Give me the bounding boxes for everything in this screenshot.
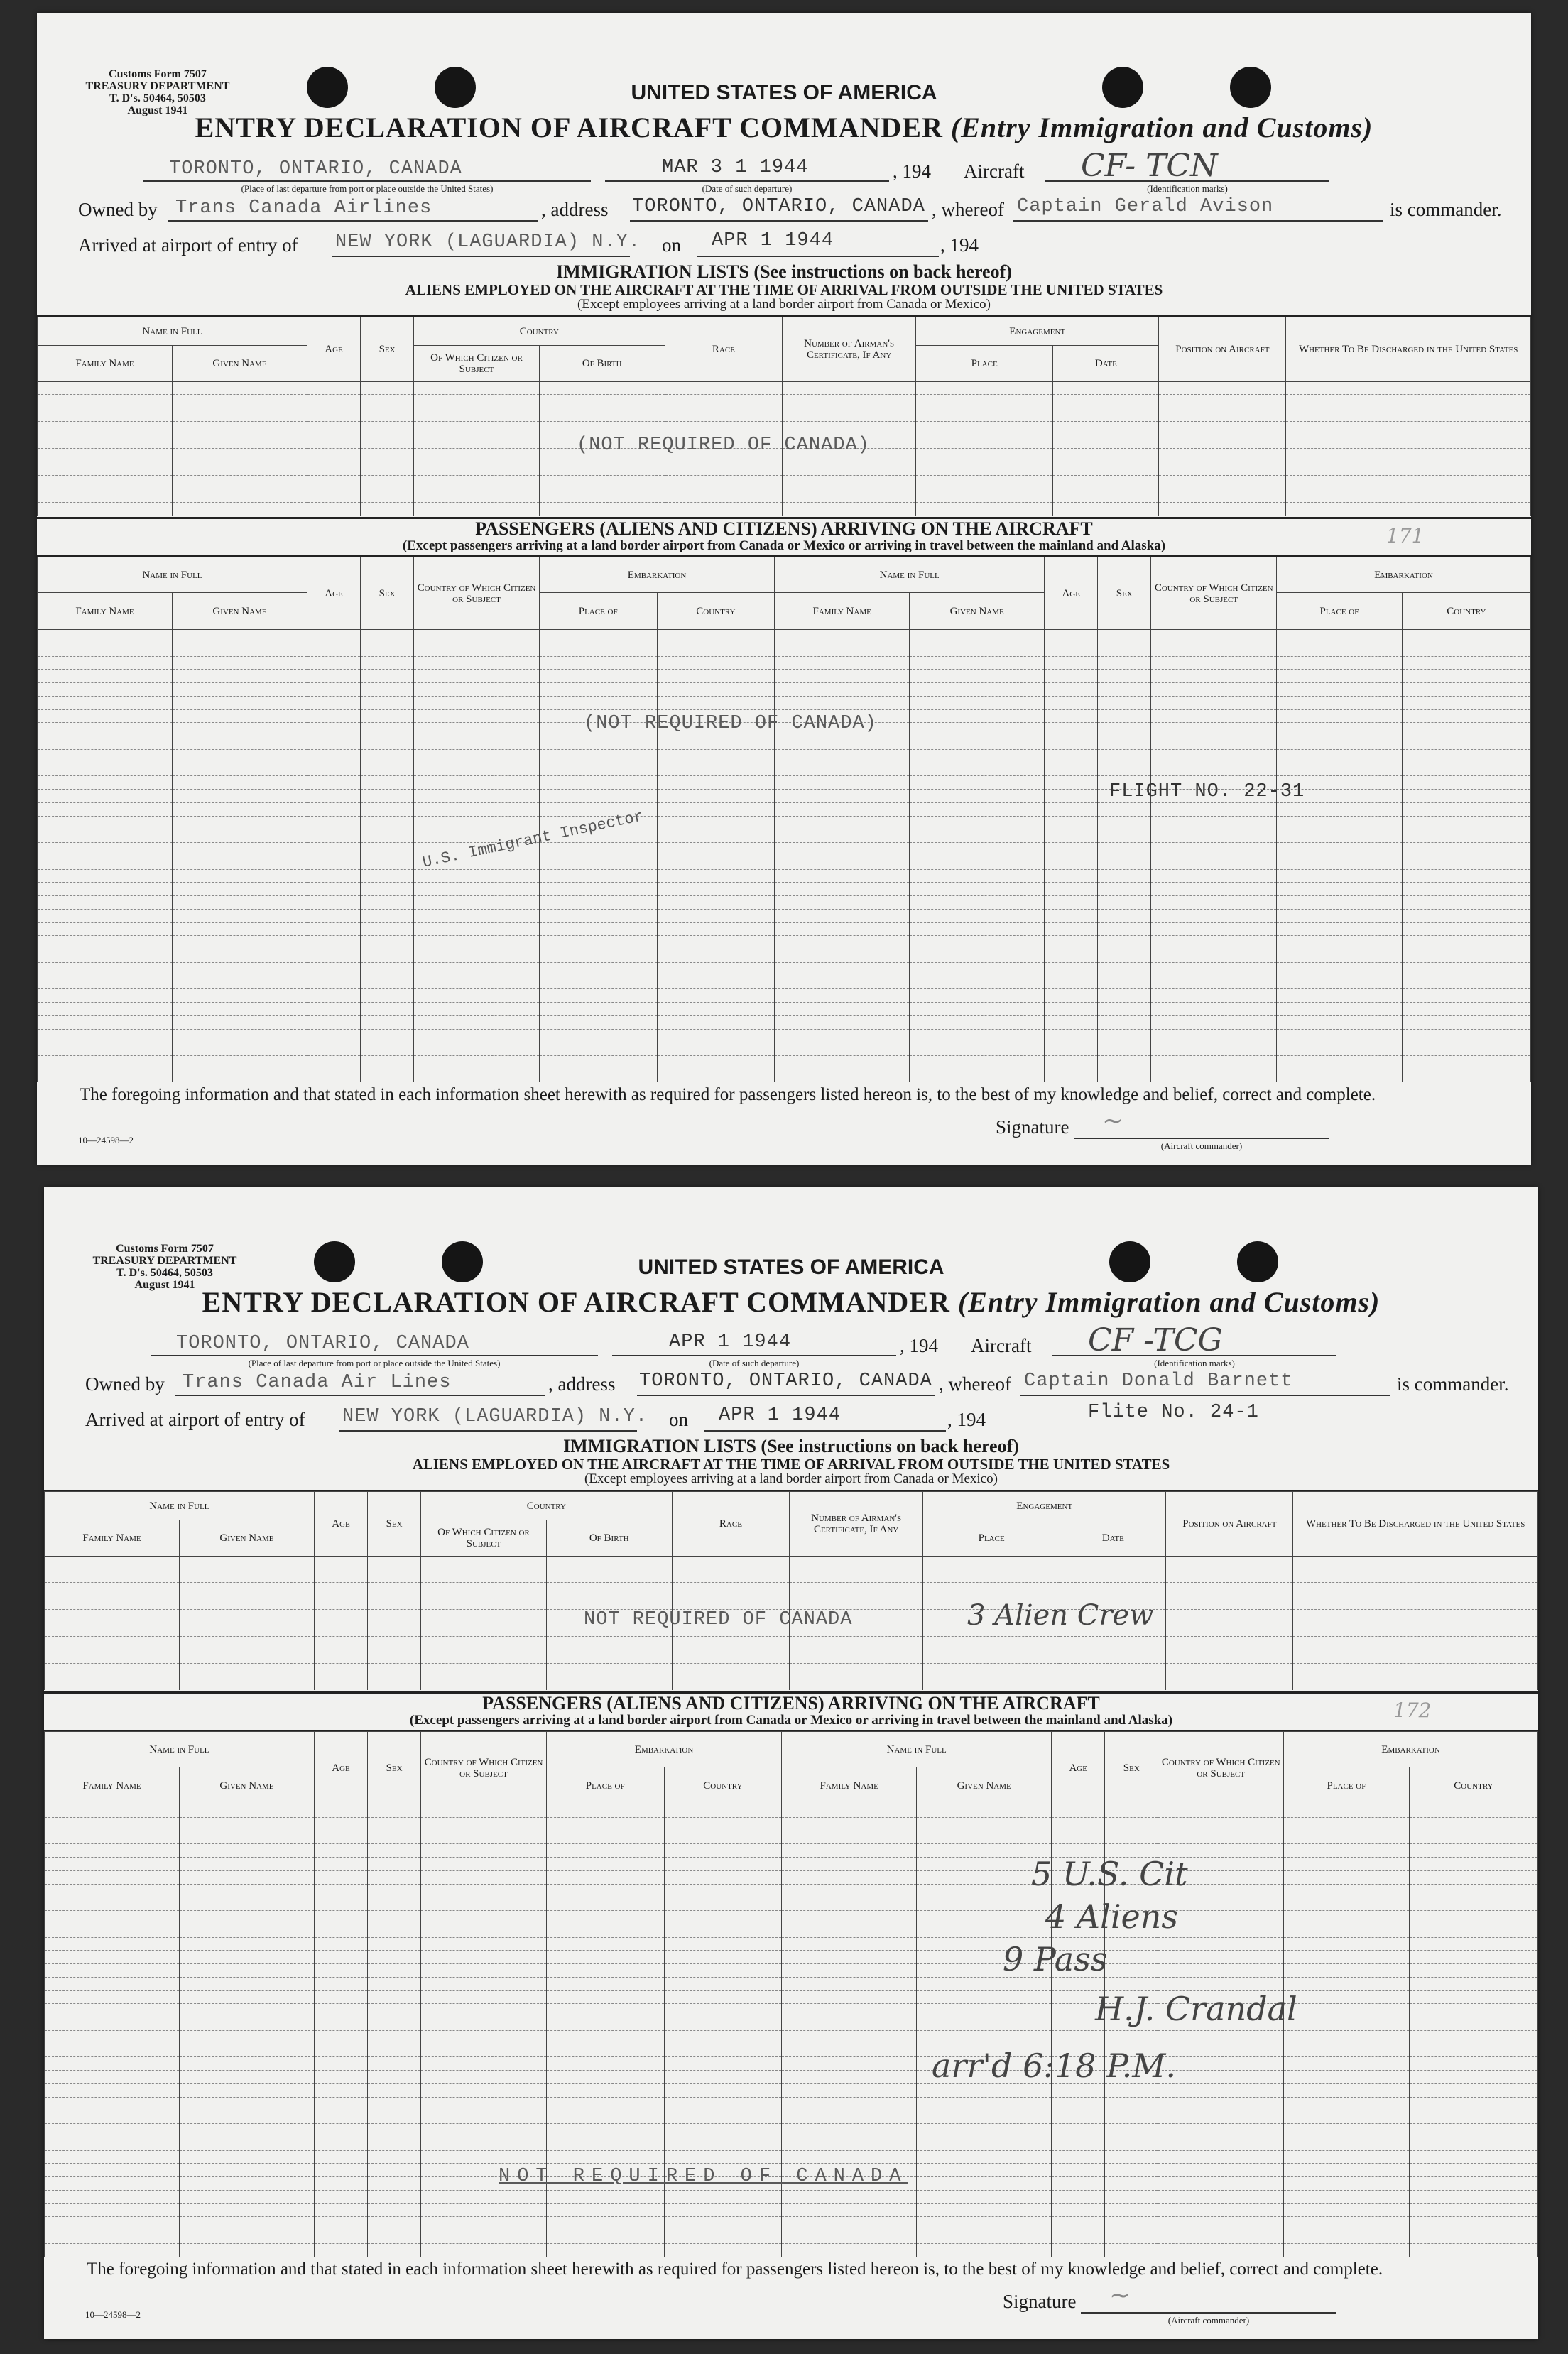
passenger-blank-row [45,1964,1538,1978]
country-heading: UNITED STATES OF AMERICA [638,1255,944,1279]
passenger-blank-row [45,2150,1538,2164]
passenger-blank-row [38,1069,1531,1082]
pass-age-header-right: Age [1052,1732,1105,1804]
aliens-blank-row [38,422,1531,435]
arrived-label: Arrived at airport of entry of [85,1409,305,1430]
handwritten-note: H.J. Crandal [1095,1990,1297,2028]
passengers-subtitle: (Except passengers arriving at a land border airport from Canada or Mexico or arriving in travel between the mainland and Alaska) [409,1713,1173,1728]
signature-mark: ~ [1109,2281,1131,2310]
passenger-flight-number: FLIGHT NO. 22-31 [1109,781,1305,802]
customs-form-block: Customs Form 7507 TREASURY DEPARTMENT T. D's. 50464, 50503 August 1941 [92,1243,237,1291]
pass-age-header-right: Age [1045,557,1098,630]
passenger-blank-row [45,2044,1538,2057]
aliens-name-in-full-header: Name in Full [45,1492,315,1520]
pass-age-header-left: Age [307,557,360,630]
passengers-title: PASSENGERS (ALIENS AND CITIZENS) ARRIVING ON THE AIRCRAFT [475,518,1093,539]
pass-place-of-header-left: Place of [546,1767,664,1804]
passenger-blank-row [38,949,1531,963]
passenger-blank-row [45,2124,1538,2137]
passenger-blank-row [45,2071,1538,2084]
departure-date-caption: (Date of such departure) [709,1358,800,1368]
pass-country-header-left: Country of Which Citizen or Subject [421,1732,547,1804]
passengers-table [37,557,1531,1082]
aliens-sex-header: Sex [368,1492,421,1557]
aliens-title: ALIENS EMPLOYED ON THE AIRCRAFT AT THE TIME OF ARRIVAL FROM OUTSIDE THE UNITED STATES [405,281,1163,298]
passenger-blank-row [38,869,1531,883]
pass-family-name-header-left: Family Name [45,1767,180,1804]
passenger-blank-row [38,936,1531,949]
form-title: ENTRY DECLARATION OF AIRCRAFT COMMANDER (Entry Immigration and Customs) [195,111,1373,143]
passenger-blank-row [45,2137,1538,2150]
pass-place-of-header-left: Place of [539,593,657,630]
arrival-date-value: APR 1 1944 [719,1405,842,1426]
aliens-cert-header: Number of Airman's Certificate, If Any [790,1492,923,1557]
is-commander-label: is commander. [1390,199,1502,220]
pass-given-name-header-left: Given Name [179,1767,314,1804]
passenger-blank-row [38,736,1531,750]
passenger-blank-row [45,1831,1538,1844]
aliens-blank-row [45,1596,1538,1610]
pass-place-of-header-right: Place of [1277,593,1403,630]
aliens-blank-row [45,1556,1538,1569]
aircraft-label: Aircraft [971,1335,1032,1356]
passenger-blank-row [38,643,1531,656]
passenger-blank-row [38,749,1531,763]
pass-embarkation-header-right: Embarkation [1284,1732,1538,1767]
aliens-family-name-header: Family Name [38,346,173,382]
aliens-discharged-header: Whether To Be Discharged in the United States [1286,317,1531,382]
passenger-blank-row [45,2110,1538,2124]
passenger-blank-row [38,896,1531,910]
signature-mark: ~ [1102,1106,1124,1135]
aliens-subtitle: (Except employees arriving at a land border airport from Canada or Mexico) [577,297,991,312]
aliens-family-name-header: Family Name [45,1520,180,1557]
pass-name-in-full-header-left: Name in Full [38,557,307,593]
aliens-not-required-note: NOT REQUIRED OF CANADA [584,1609,853,1630]
entry-declaration-form-1 [37,13,1531,1165]
aliens-name-in-full-header: Name in Full [38,317,307,346]
pass-country-col-header-right: Country [1402,593,1530,630]
aliens-table [44,1491,1538,1690]
stamp-number: 171 [1386,524,1425,547]
aircraft-label: Aircraft [964,160,1025,182]
certification-text: The foregoing information and that stated in each information sheet herewith as required for passengers listed hereon is, to the best of my knowledge and belief, correct and complete. [87,2260,1383,2279]
aliens-blank-row [45,1650,1538,1664]
form-code: 10—24598—2 [85,2309,141,2320]
inspector-stamp: U.S. Immigrant Inspector [420,807,645,872]
passenger-blank-row [45,1951,1538,1964]
aircraft-id-caption: (Identification marks) [1147,183,1228,194]
pass-country-header-right: Country of Which Citizen or Subject [1158,1732,1284,1804]
pass-sex-header-right: Sex [1105,1732,1158,1804]
aliens-engagement-header: Engagement [916,317,1159,346]
pass-sex-header-left: Sex [368,1732,421,1804]
passenger-blank-row [38,670,1531,683]
passenger-blank-row [38,976,1531,989]
departure-place-value: TORONTO, ONTARIO, CANADA [176,1333,469,1354]
passenger-blank-row [38,656,1531,670]
pass-given-name-header-right: Given Name [910,593,1045,630]
aliens-blank-row [38,502,1531,516]
aliens-race-header: Race [665,317,783,382]
immigration-lists-title: IMMIGRATION LISTS (See instructions on back hereof) [563,1436,1019,1456]
arrival-date-value: APR 1 1944 [712,230,834,251]
departure-date-value: APR 1 1944 [669,1331,792,1353]
aircraft-id-value: CF- TCN [1081,148,1218,184]
passenger-blank-row [45,2030,1538,2044]
passenger-blank-row [38,989,1531,1003]
passenger-blank-row [45,2083,1538,2097]
owned-by-label: Owned by [85,1373,165,1395]
address-label: , address [541,199,609,220]
pass-country-col-header-right: Country [1409,1767,1537,1804]
passenger-blank-row [38,829,1531,843]
passengers-not-required-note: NOT REQUIRED OF CANADA [499,2166,908,2187]
airport-value: NEW YORK (LAGUARDIA) N.Y. [335,231,641,253]
pass-name-in-full-header-right: Name in Full [782,1732,1052,1767]
aliens-given-name-header: Given Name [172,346,307,382]
year-suffix: , 194 [893,160,931,182]
passenger-blank-row [38,962,1531,976]
aircraft-id-caption: (Identification marks) [1154,1358,1235,1368]
aliens-title: ALIENS EMPLOYED ON THE AIRCRAFT AT THE TIME OF ARRIVAL FROM OUTSIDE THE UNITED STATES [412,1456,1170,1473]
signature-label: Signature [996,1116,1069,1138]
pass-country-col-header-left: Country [664,1767,782,1804]
aliens-date-header: Date [1053,346,1159,382]
pass-sex-header-right: Sex [1098,557,1151,630]
pass-embarkation-header-right: Embarkation [1277,557,1531,593]
arrival-year: , 194 [947,1409,986,1430]
aliens-country-header: Country [414,317,665,346]
departure-date-value: MAR 3 1 1944 [662,157,809,178]
signature-label: Signature [1003,2291,1077,2312]
on-label: on [662,234,681,256]
flight-note: Flite No. 24-1 [1088,1402,1259,1423]
aliens-country-header: Country [421,1492,672,1520]
passenger-blank-row [38,763,1531,776]
pass-embarkation-header-left: Embarkation [546,1732,781,1767]
passenger-blank-row [38,790,1531,803]
passenger-blank-row [45,2217,1538,2230]
passenger-blank-row [38,683,1531,697]
owned-by-label: Owned by [78,199,158,220]
passenger-blank-row [38,630,1531,643]
passenger-blank-row [38,802,1531,816]
arrival-year: , 194 [940,234,979,256]
passenger-blank-row [45,2203,1538,2217]
year-suffix: , 194 [900,1335,938,1356]
aliens-blank-row [45,1677,1538,1690]
passenger-blank-row [45,2004,1538,2017]
passenger-blank-row [45,1937,1538,1951]
passenger-blank-row [38,909,1531,922]
immigration-lists-title: IMMIGRATION LISTS (See instructions on back hereof) [556,261,1012,282]
form-code: 10—24598—2 [78,1135,134,1145]
passenger-blank-row [45,1804,1538,1818]
handwritten-note: 4 Aliens [1045,1897,1178,1936]
departure-place-value: TORONTO, ONTARIO, CANADA [169,158,462,180]
aliens-blank-row [38,408,1531,422]
pass-given-name-header-left: Given Name [172,593,307,630]
passenger-blank-row [38,922,1531,936]
passenger-blank-row [45,1844,1538,1858]
pass-family-name-header-right: Family Name [775,593,910,630]
passenger-blank-row [45,2097,1538,2110]
pass-country-header-right: Country of Which Citizen or Subject [1151,557,1277,630]
pass-embarkation-header-left: Embarkation [539,557,774,593]
passenger-blank-row [45,1884,1538,1897]
passenger-blank-row [45,1911,1538,1924]
aliens-sex-header: Sex [361,317,414,382]
aliens-blank-row [38,395,1531,408]
aliens-blank-row [38,462,1531,476]
pass-name-in-full-header-left: Name in Full [45,1732,315,1767]
pass-country-header-left: Country of Which Citizen or Subject [414,557,540,630]
whereof-label: , whereof [939,1373,1011,1395]
aliens-place-header: Place [916,346,1053,382]
aliens-age-header: Age [307,317,360,382]
passenger-blank-row [45,2057,1538,2071]
owner-value: Trans Canada Air Lines [183,1372,452,1393]
aliens-of-birth-header: Of Birth [546,1520,672,1557]
aliens-table [37,317,1531,516]
address-value: TORONTO, ONTARIO, CANADA [639,1371,932,1392]
customs-form-block: Customs Form 7507 TREASURY DEPARTMENT T. D's. 50464, 50503 August 1941 [85,68,230,116]
passenger-blank-row [45,1870,1538,1884]
aliens-blank-row [38,381,1531,395]
passengers-subtitle: (Except passengers arriving at a land border airport from Canada or Mexico or arriving in travel between the mainland and Alaska) [402,538,1166,553]
passenger-blank-row [38,1015,1531,1029]
commander-value: Captain Gerald Avison [1017,196,1274,217]
pass-family-name-header-left: Family Name [38,593,173,630]
certification-text: The foregoing information and that stated in each information sheet herewith as required for passengers listed hereon is, to the best of my knowledge and belief, correct and complete. [80,1085,1376,1104]
aliens-blank-row [38,489,1531,503]
passengers-title: PASSENGERS (ALIENS AND CITIZENS) ARRIVING ON THE AIRCRAFT [482,1693,1100,1713]
signature-caption: (Aircraft commander) [1167,2315,1250,2326]
aliens-blank-row [45,1637,1538,1650]
aliens-subtitle: (Except employees arriving at a land border airport from Canada or Mexico) [584,1471,998,1486]
pass-name-in-full-header-right: Name in Full [775,557,1045,593]
passenger-blank-row [38,816,1531,829]
airport-value: NEW YORK (LAGUARDIA) N.Y. [342,1406,648,1427]
form-title: ENTRY DECLARATION OF AIRCRAFT COMMANDER (Entry Immigration and Customs) [202,1286,1381,1318]
aliens-engagement-header: Engagement [923,1492,1166,1520]
passenger-blank-row [38,883,1531,896]
owner-value: Trans Canada Airlines [175,197,432,219]
passenger-blank-row [45,2190,1538,2203]
passenger-blank-row [38,1003,1531,1016]
passenger-blank-row [45,1817,1538,1831]
aliens-blank-row [45,1583,1538,1596]
passenger-blank-row [45,1977,1538,1990]
handwritten-note: 5 U.S. Cit [1031,1855,1188,1893]
aliens-blank-row [45,1664,1538,1677]
aliens-position-header: Position on Aircraft [1159,317,1286,382]
passenger-blank-row [45,1990,1538,2004]
passenger-blank-row [38,1029,1531,1042]
aircraft-id-value: CF -TCG [1088,1322,1223,1358]
address-value: TORONTO, ONTARIO, CANADA [632,196,925,217]
stamp-number: 172 [1393,1699,1432,1722]
aliens-given-name-header: Given Name [179,1520,314,1557]
passenger-blank-row [45,1924,1538,1937]
passenger-blank-row [45,2230,1538,2244]
pass-country-col-header-left: Country [657,593,775,630]
passenger-blank-row [45,2243,1538,2257]
pass-family-name-header-right: Family Name [782,1767,917,1804]
pass-given-name-header-right: Given Name [917,1767,1052,1804]
arrived-label: Arrived at airport of entry of [78,234,298,256]
pass-age-header-left: Age [314,1732,367,1804]
is-commander-label: is commander. [1397,1373,1509,1395]
handwritten-note: 9 Pass [1003,1940,1108,1978]
aliens-place-header: Place [923,1520,1060,1557]
aliens-cert-header: Number of Airman's Certificate, If Any [783,317,916,382]
passenger-blank-row [45,1897,1538,1911]
address-label: , address [548,1373,616,1395]
passenger-blank-row [38,776,1531,790]
pass-place-of-header-right: Place of [1284,1767,1410,1804]
passengers-not-required-note: (NOT REQUIRED OF CANADA) [584,713,877,734]
aliens-of-birth-header: Of Birth [539,346,665,382]
aliens-handwritten-note: 3 Alien Crew [967,1599,1154,1632]
passenger-blank-row [38,856,1531,869]
departure-place-caption: (Place of last departure from port or place outside the United States) [241,183,494,194]
passenger-blank-row [38,843,1531,856]
departure-date-caption: (Date of such departure) [702,183,793,194]
aliens-blank-row [45,1569,1538,1583]
aliens-citizen-of-header: Of Which Citizen or Subject [421,1520,547,1557]
on-label: on [669,1409,688,1430]
country-heading: UNITED STATES OF AMERICA [631,81,937,104]
aliens-position-header: Position on Aircraft [1166,1492,1293,1557]
departure-place-caption: (Place of last departure from port or place outside the United States) [248,1358,501,1368]
signature-caption: (Aircraft commander) [1160,1140,1243,1151]
aliens-date-header: Date [1060,1520,1166,1557]
passenger-blank-row [38,1042,1531,1056]
aliens-blank-row [38,476,1531,489]
handwritten-note: arr'd 6:18 P.M. [932,2047,1177,2085]
commander-value: Captain Donald Barnett [1024,1371,1293,1392]
aliens-age-header: Age [314,1492,367,1557]
aliens-discharged-header: Whether To Be Discharged in the United States [1293,1492,1538,1557]
passenger-blank-row [45,2017,1538,2031]
aliens-not-required-note: (NOT REQUIRED OF CANADA) [577,435,870,456]
aliens-citizen-of-header: Of Which Citizen or Subject [414,346,540,382]
passenger-blank-row [38,1056,1531,1069]
entry-declaration-form-2 [44,1187,1538,2339]
passenger-blank-row [45,1858,1538,1871]
pass-sex-header-left: Sex [361,557,414,630]
passenger-blank-row [38,696,1531,709]
whereof-label: , whereof [932,199,1004,220]
aliens-race-header: Race [672,1492,790,1557]
